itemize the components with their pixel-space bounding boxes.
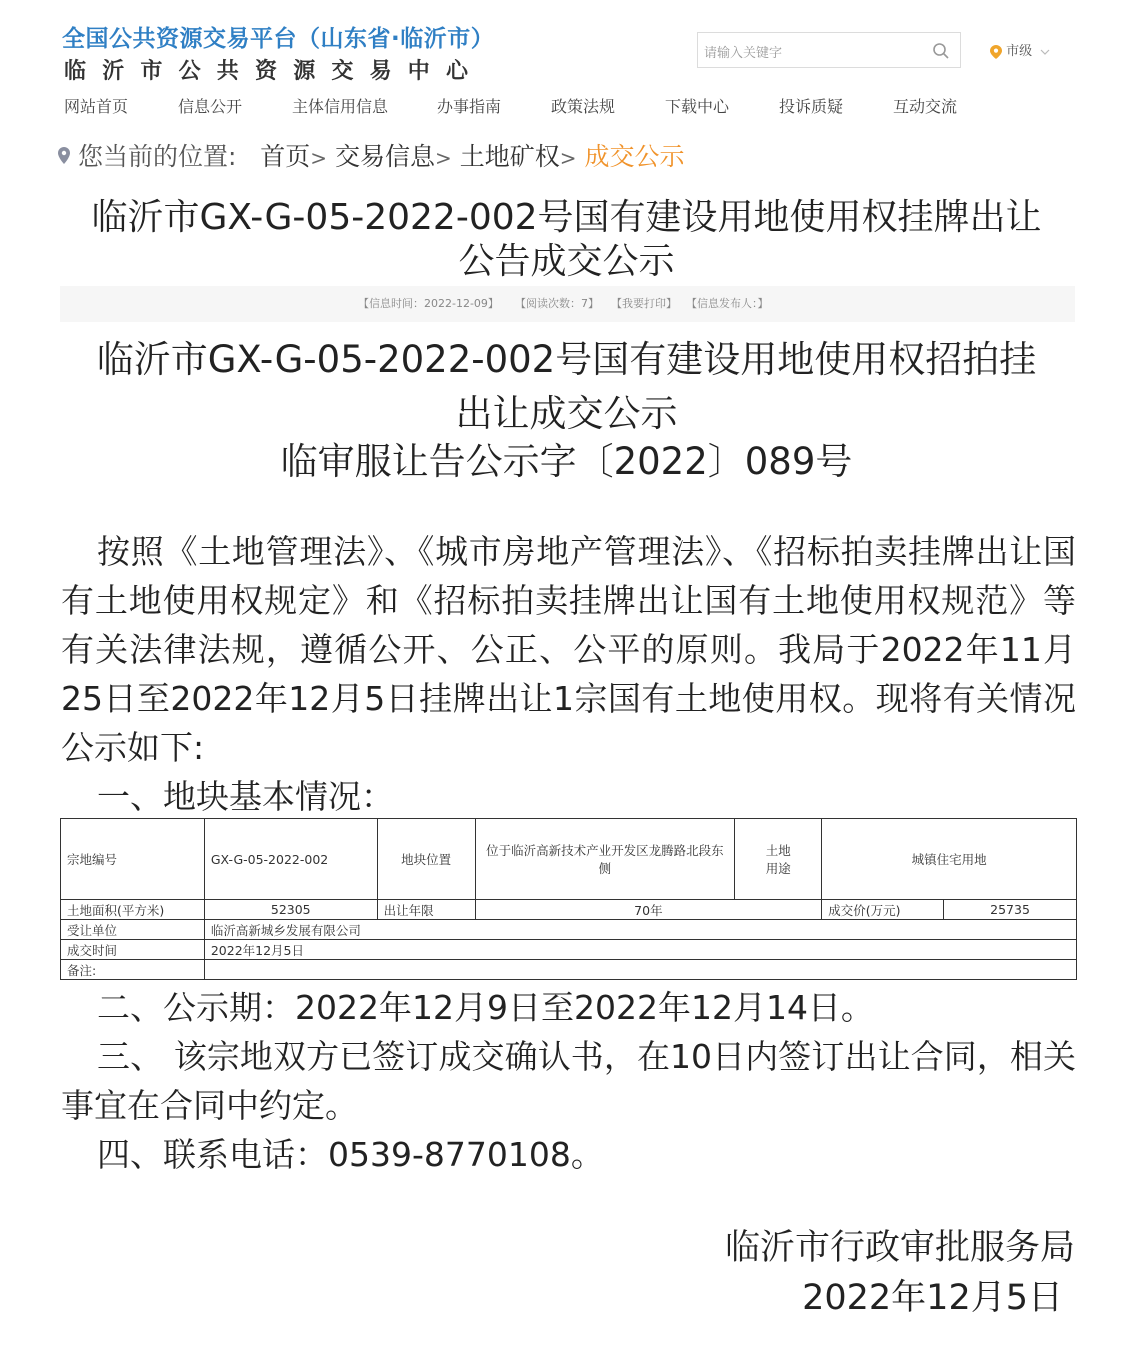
notice-title (50, 333, 1083, 441)
use-value: 城镇住宅用地 (822, 819, 1077, 900)
table-row (61, 819, 1077, 900)
remark-label: 备注: (61, 960, 205, 980)
notice-intro: 按照《土地管理法》、《城市房地产管理法》、《招标拍卖挂牌出让国有土地使用权规定》和《招标拍卖挂牌出让国有土地使用权规范》等有关法律法规，遵循公开、公正、公平的原则。我局于2022年11月25日至2022年12月5日挂牌出让1宗国有土地使用权。现将有关情况公示如下: (61, 532, 1076, 767)
platform-title: 全国公共资源交易平台（山东省·临沂市） (62, 26, 495, 52)
nav-item-info-public[interactable]: 信息公开 (178, 97, 243, 116)
print-button[interactable]: 【我要打印】 (611, 297, 677, 310)
signature-date: 2022年12月5日 (802, 1278, 1063, 1318)
breadcrumb-home[interactable]: 首页 (260, 142, 311, 171)
meta-time: 【信息时间：2022-12-09】 (358, 297, 499, 310)
breadcrumb-label: 您当前的位置: (77, 142, 237, 171)
breadcrumb-separator: > (434, 146, 452, 170)
breadcrumb-separator: > (559, 146, 577, 170)
deal-time-value: 2022年12月5日 (204, 940, 1076, 960)
city-selector-label: 市级 (1006, 44, 1033, 59)
search-box[interactable] (697, 32, 961, 68)
notice-title-line1: 临沂市GX-G-05-2022-002号国有建设用地使用权招拍挂 (96, 338, 1037, 381)
term-label: 出让年限 (377, 900, 475, 920)
table-row (61, 960, 1077, 980)
article-title-line1: 临沂市GX-G-05-2022-002号国有建设用地使用权挂牌出让 (91, 197, 1042, 238)
signature-org: 临沂市行政审批服务局 (724, 1228, 1075, 1268)
remark-value (204, 960, 1076, 980)
table-row (61, 920, 1077, 940)
buyer-value: 临沂高新城乡发展有限公司 (204, 920, 1076, 940)
table-row (61, 900, 1077, 920)
city-selector[interactable] (990, 40, 1072, 66)
search-input[interactable]: 请输入关键字 (704, 46, 783, 61)
meta-views: 【阅读次数：7】 (515, 297, 599, 310)
term-value: 70年 (475, 900, 822, 920)
nav-item-credit[interactable]: 主体信用信息 (292, 97, 389, 116)
price-label: 成交价(万元) (822, 900, 944, 920)
breadcrumb (58, 137, 684, 173)
nav-item-download[interactable]: 下载中心 (665, 97, 730, 116)
price-value: 25735 (944, 900, 1077, 920)
section2-public-period: 二、公示期：2022年12月9日至2022年12月14日。 (97, 988, 874, 1027)
nav-item-policy[interactable]: 政策法规 (551, 97, 616, 116)
nav-item-home[interactable]: 网站首页 (64, 97, 129, 116)
location-value: 位于临沂高新技术产业开发区龙腾路北段东侧 (475, 819, 735, 900)
section4-contact: 四、联系电话：0539-8770108。 (97, 1135, 604, 1174)
use-label: 土地用途 (735, 819, 822, 900)
nav-item-guide[interactable]: 办事指南 (437, 97, 502, 116)
breadcrumb-trade-info[interactable]: 交易信息 (334, 142, 435, 171)
article-title-line2: 公告成交公示 (458, 241, 675, 282)
center-name: 临沂市公共资源交易中心 (64, 59, 485, 84)
location-pin-icon (990, 45, 1002, 59)
location-label: 地块位置 (377, 819, 475, 900)
parcel-info-table (60, 818, 1077, 980)
section1-heading: 一、地块基本情况： (97, 777, 394, 816)
breadcrumb-land-mineral[interactable]: 土地矿权 (459, 142, 560, 171)
table-row (61, 940, 1077, 960)
deal-time-label: 成交时间 (61, 940, 205, 960)
notice-doc-number: 临审服让告公示字〔2022〕089号 (280, 440, 853, 483)
notice-title-line2: 出让成交公示 (455, 392, 678, 435)
article-title (50, 196, 1083, 284)
search-icon[interactable] (932, 42, 950, 60)
area-value: 52305 (204, 900, 377, 920)
meta-publisher: 【信息发布人：】 (686, 297, 769, 310)
nav-item-complaint[interactable]: 投诉质疑 (779, 97, 844, 116)
location-marker-icon (58, 147, 70, 164)
parcel-no-value: GX-G-05-2022-002 (204, 819, 377, 900)
section3-contract: 三、 该宗地双方已签订成交确认书，在10日内签订出让合同，相关事宜在合同中约定。 (61, 1037, 1076, 1125)
chevron-down-icon (1040, 48, 1050, 56)
nav-item-interaction[interactable]: 互动交流 (893, 97, 958, 116)
article-meta-bar (60, 286, 1075, 322)
buyer-label: 受让单位 (61, 920, 205, 940)
breadcrumb-current[interactable]: 成交公示 (584, 142, 685, 171)
breadcrumb-separator: > (310, 146, 328, 170)
parcel-no-label: 宗地编号 (61, 819, 205, 900)
area-label: 土地面积(平方米) (61, 900, 205, 920)
